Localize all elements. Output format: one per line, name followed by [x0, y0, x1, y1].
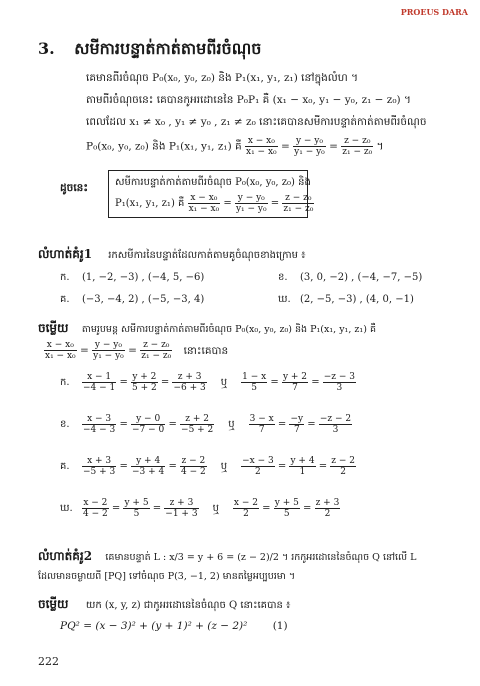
example-1-item: ក. (1, −2, −3) , (−4, 5, −6) — [60, 272, 205, 283]
intro-line-3: ពេលដែល x₁ ≠ x₀ , y₁ ≠ y₀ , z₁ ≠ z₀ នោះគេបានសមីការបន្ទាត់កាត់តាមពីរចំណុច — [86, 116, 427, 128]
answer-2-formula: PQ² = (x − 3)² + (y + 1)² + (z − 2)² (1) — [60, 620, 288, 632]
example-1-item: គ. (−3, −4, 2) , (−5, −3, 4) — [60, 294, 205, 305]
answer-1-row: គ. $\frac{x + 3}{-5 + 3}$ = $\frac{y + 4}{-3 + 4}$ = $\frac{z - 2}{4 - 2}$ ឬ $\frac{-x - 3}{2}$ = $\frac{y + 4}{1}$ = $\frac{z - 2}{2}$ — [60, 456, 356, 477]
page-header: PROEUS DARA — [400, 7, 468, 17]
example-2-heading — [38, 548, 416, 566]
example-1-item: ឃ. (2, −5, −3) , (4, 0, −1) — [278, 294, 414, 305]
summary-line-1: សមីការបន្ទាត់កាត់តាមពីរចំណុច P₀(x₀, y₀, z₀) និង — [115, 177, 311, 188]
answer-2-label: ចម្លើយ — [38, 597, 69, 611]
answer-2-text: យក (x, y, z) ជាកូអរដោនេនៃចំណុច Q នោះគេបាន ៖ — [85, 600, 291, 611]
example-2-line-2: ដែលមានចម្ងាយពី [PQ] ទៅចំណុច P(3, −1, 2) មានតម្លៃអប្បបរមា ។ — [38, 571, 296, 582]
intro-line-4: P₀(x₀, y₀, z₀) និង P₁(x₁, y₁, z₁) គឺ $\frac{\text{x − x₀}}{\text{x₁ − x₀}}$ = $\frac{\text{y − y₀}}{\text{y₁ − y₀}}$ = $\frac{\text{z − z₀}}{\text{z₁ − z₀}}$ ។ — [86, 136, 384, 157]
example-1-item: ខ. (3, 0, −2) , (−4, −7, −5) — [278, 272, 423, 283]
summary-label: ដូចនេះ — [60, 182, 88, 194]
example-1-text: រកសមីការនៃបន្ទាត់ដែលកាត់តាមគូចំណុចខាងក្រោម ៖ — [108, 250, 306, 261]
answer-1-label: ចម្លើយ — [38, 321, 69, 335]
intro-line-4-text: P₀(x₀, y₀, z₀) និង P₁(x₁, y₁, z₁) គឺ — [86, 140, 242, 153]
summary-line-2: P₁(x₁, y₁, z₁) គឺ $\frac{\text{x − x₀}}{\text{x₁ − x₀}}$ = $\frac{\text{y − y₀}}{\text{y₁ − y₀}}$ = $\frac{\text{z − z₀}}{\text{z₁ − z₀}}$ — [115, 193, 314, 214]
fraction-x: $\frac{\text{x − x₀}}{\text{x₁ − x₀}}$ — [246, 136, 277, 157]
example-1-label: លំហាត់គំរូ1 — [38, 247, 93, 261]
intro-line-1: គេមានពីរចំណុច P₀(x₀, y₀, z₀) និង P₁(x₁, y₁, z₁) នៅក្នុងលំហ ។ — [86, 72, 359, 84]
answer-1-row: ឃ. $\frac{x - 2}{4 - 2}$ = $\frac{y + 5}{5}$ = $\frac{z + 3}{-1 + 3}$ ឬ $\frac{x - 2}{2}$ = $\frac{y + 5}{5}$ = $\frac{z + 3}{2}$ — [60, 498, 340, 519]
fraction-y: $\frac{\text{y − y₀}}{\text{y₁ − y₀}}$ — [294, 136, 325, 157]
answer-1-text: តាមរូបមន្ត សមីការបន្ទាត់កាត់តាមពីរចំណុច P₀(x₀, y₀, z₀) និង P₁(x₁, y₁, z₁) គឺ — [81, 324, 376, 335]
answer-1-row: ខ. $\frac{x - 3}{-4 - 3}$ = $\frac{y - 0}{-7 - 0}$ = $\frac{z + 2}{-5 + 2}$ ឬ $\frac{3 - x}{7}$ = $\frac{-y}{7}$ = $\frac{-z - 2}{3}$ — [60, 414, 352, 435]
example-1-heading — [38, 246, 306, 264]
answer-2-heading — [38, 596, 290, 614]
intro-line-2: តាមពីរចំណុចនេះ គេបានកូអរដោនេនៃ P₀P₁ គឺ (x₁ − x₀, y₁ − y₀, z₁ − z₀) ។ — [86, 94, 411, 106]
fraction-z: $\frac{\text{z − z₀}}{\text{z₁ − z₀}}$ — [342, 136, 373, 157]
section-number: 3. — [38, 39, 55, 58]
summary-box — [108, 170, 314, 218]
example-2-line-1: គេមានបន្ទាត់ L : x/3 = y + 6 = (z − 2)/2 ។ រកកូអរដោនេនៃចំណុច Q នៅលើ L — [105, 552, 417, 563]
section-heading — [38, 38, 261, 62]
answer-1-heading — [38, 320, 376, 338]
section-title: សមីការបន្ទាត់កាត់តាមពីរចំណុច — [74, 39, 262, 58]
answer-1-row: ក. $\frac{x - 1}{-4 - 1}$ = $\frac{y + 2}{5 + 2}$ = $\frac{z + 3}{-6 + 3}$ ឬ $\frac{1 - x}{5}$ = $\frac{y + 2}{7}$ = $\frac{-z - 3}{3}$ — [60, 372, 356, 393]
page-number: 222 — [38, 655, 59, 668]
answer-1-formula: $\frac{\text{x − x₀}}{\text{x₁ − x₀}}$ = $\frac{\text{y − y₀}}{\text{y₁ − y₀}}$ = $\frac{\text{z − z₀}}{\text{z₁ − z₀}}$ នោះគេបាន — [45, 340, 229, 361]
example-2-label: លំហាត់គំរូ2 — [38, 549, 93, 563]
